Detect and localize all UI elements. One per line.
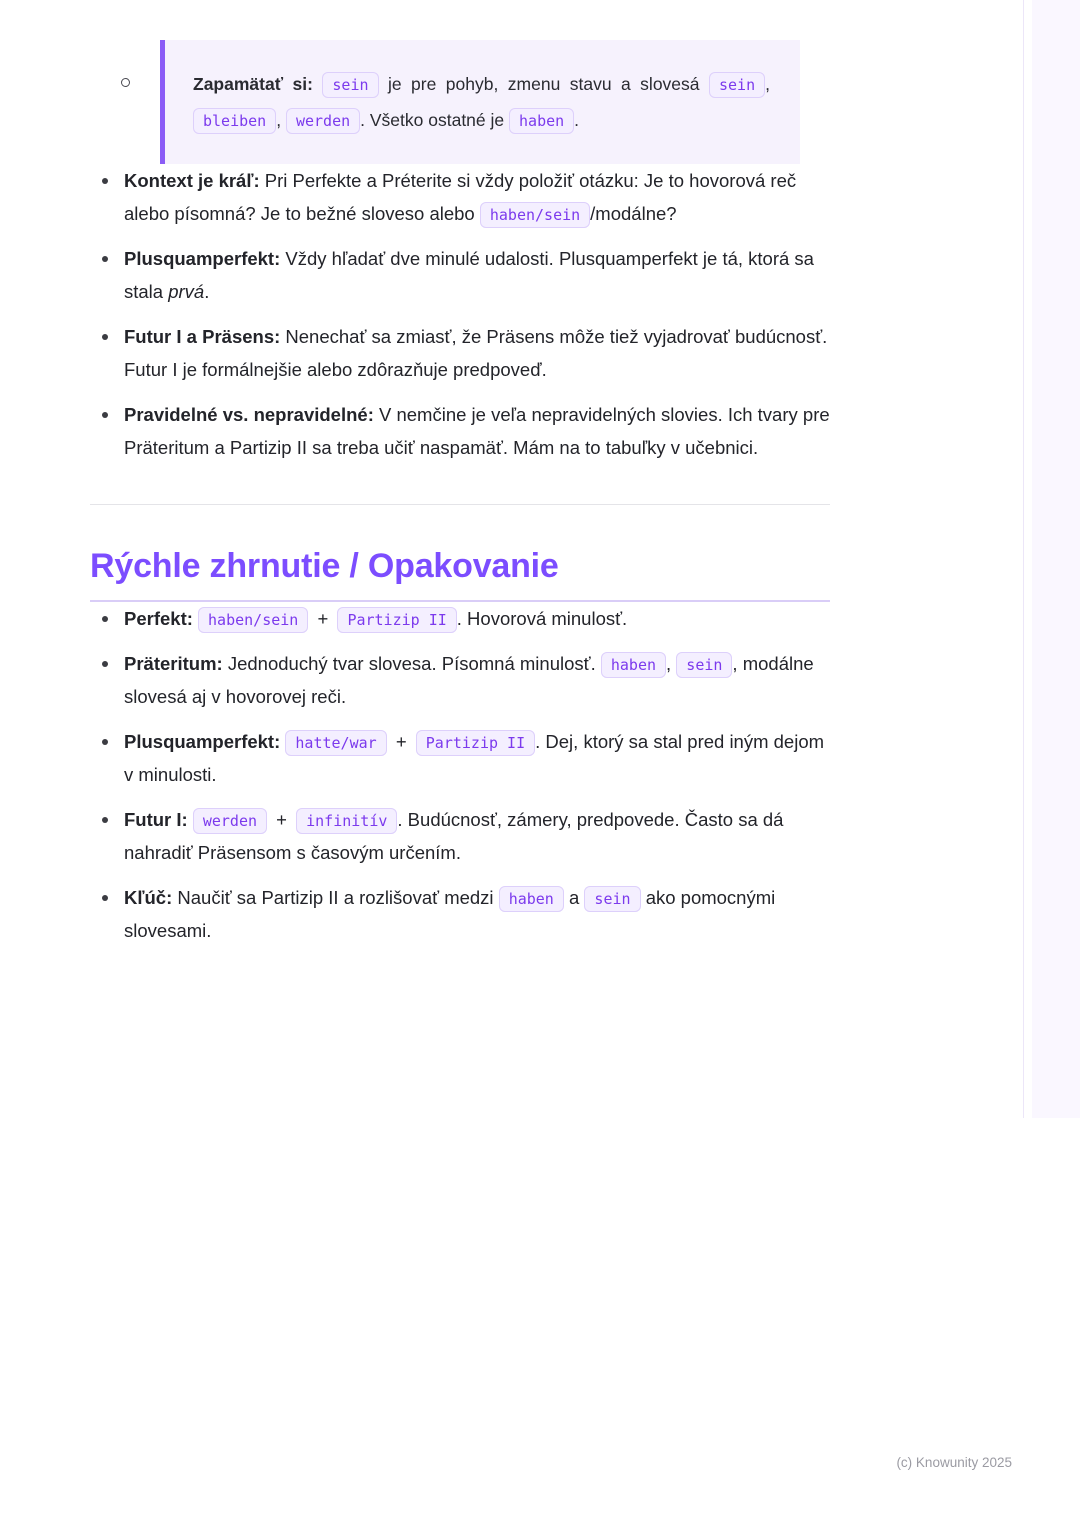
code-chip-sein: sein [322, 72, 378, 98]
section-divider [90, 504, 830, 505]
plus-sign: + [276, 809, 287, 830]
tip-text-plusquamperfekt-2: . [204, 281, 210, 302]
summary-text-futur-i: . Budúcnosť, zámery, predpovede. Často sa dá nahradiť Präsensom s časovým určením. [124, 809, 784, 863]
list-item [90, 803, 830, 869]
tip-text-plusquamperfekt-italic: prvá [168, 281, 205, 302]
code-chip-sein: sein [676, 652, 732, 678]
summary-label-prateritum: Präteritum: [124, 653, 223, 674]
tip-label-plusquamperfekt: Plusquamperfekt: [124, 248, 281, 269]
document-content [90, 40, 830, 959]
tip-text-kontext-2: /modálne? [590, 203, 677, 224]
code-chip-werden: werden [193, 808, 267, 834]
code-chip-haben: haben [509, 108, 574, 134]
callout-text-1: je pre pohyb, zmenu stavu a slovesá [387, 74, 700, 94]
summary-label-plusquamperfekt: Plusquamperfekt: [124, 731, 281, 752]
plus-sign: + [395, 731, 407, 752]
summary-label-perfekt: Perfekt: [124, 608, 193, 629]
tip-text-kontext-1: Pri Perfekte a Préterite si vždy položiť otázku: Je to hovorová reč alebo písomná? Je to bežné sloveso alebo [124, 170, 797, 224]
summary-text-plusquamperfekt: . Dej, ktorý sa stal pred iným dejom v minulosti. [124, 731, 825, 785]
callout-text-2: . Všetko ostatné je [360, 110, 505, 130]
circle-bullet-icon [121, 78, 130, 87]
list-item [90, 881, 830, 947]
tip-label-futur-prasens: Futur I a Präsens: [124, 326, 281, 347]
callout-label: Zapamätať si: [193, 74, 313, 94]
tip-label-kontext: Kontext je kráľ: [124, 170, 260, 191]
summary-text-kluc-2: ako pomocnými slovesami. [124, 887, 776, 941]
list-item [90, 398, 830, 464]
summary-text-kluc-mid: a [568, 887, 580, 908]
code-chip-hatte-war: hatte/war [285, 730, 386, 756]
footer-copyright: (c) Knowunity 2025 [896, 1455, 1012, 1470]
callout-sep-2: , [276, 110, 282, 130]
code-chip-infinitiv: infinitív [296, 808, 397, 834]
summary-label-kluc: Kľúč: [124, 887, 173, 908]
summary-text-kluc-1: Naučiť sa Partizip II a rozlišovať medzi [177, 887, 494, 908]
list-item [90, 242, 830, 308]
list-item [90, 725, 830, 791]
list-item [90, 602, 830, 635]
code-chip-haben-sein: haben/sein [480, 202, 590, 228]
list-item [90, 320, 830, 386]
code-chip-bleiben: bleiben [193, 108, 276, 134]
list-item [90, 164, 830, 230]
code-chip-sein: sein [584, 886, 640, 912]
summary-text-perfekt: . Hovorová minulosť. [456, 608, 628, 629]
tip-text-plusquamperfekt-1: Vždy hľadať dve minulé udalosti. Plusquamperfekt je tá, ktorá sa stala [124, 248, 814, 302]
summary-label-futur-i: Futur I: [124, 809, 188, 830]
page-edge-inner [1024, 0, 1032, 1118]
plus-sign: + [317, 608, 329, 629]
code-chip-partizip-ii: Partizip II [337, 607, 456, 633]
summary-sep-prateritum: , [666, 653, 672, 674]
callout-sep-1: , [765, 74, 770, 94]
code-chip-sein-2: sein [709, 72, 765, 98]
code-chip-haben-sein: haben/sein [198, 607, 308, 633]
list-item [90, 647, 830, 713]
code-chip-partizip-ii: Partizip II [416, 730, 535, 756]
tip-text-futur-prasens: Nenechať sa zmiasť, že Präsens môže tiež vyjadrovať budúcnosť. Futur I je formálnejšie alebo zdôrazňuje predpoveď. [124, 326, 828, 380]
callout-remember [160, 40, 800, 164]
tip-label-pravidelne: Pravidelné vs. nepravidelné: [124, 404, 374, 425]
summary-text-prateritum-2: , modálne slovesá aj v hovorovej reči. [124, 653, 814, 707]
summary-list [90, 602, 830, 947]
code-chip-werden: werden [286, 108, 360, 134]
code-chip-haben: haben [499, 886, 564, 912]
tips-list [90, 164, 830, 464]
tip-text-pravidelne: V nemčine je veľa nepravidelných slovies. Ich tvary pre Präteritum a Partizip II sa treba učiť naspamäť. Mám na to tabuľky v učebnici. [124, 404, 830, 458]
code-chip-haben: haben [601, 652, 666, 678]
callout-text-3: . [574, 110, 580, 130]
page-title: Rýchle zhrnutie / Opakovanie [90, 547, 559, 585]
summary-text-prateritum-1: Jednoduchý tvar slovesa. Písomná minulosť. [227, 653, 596, 674]
